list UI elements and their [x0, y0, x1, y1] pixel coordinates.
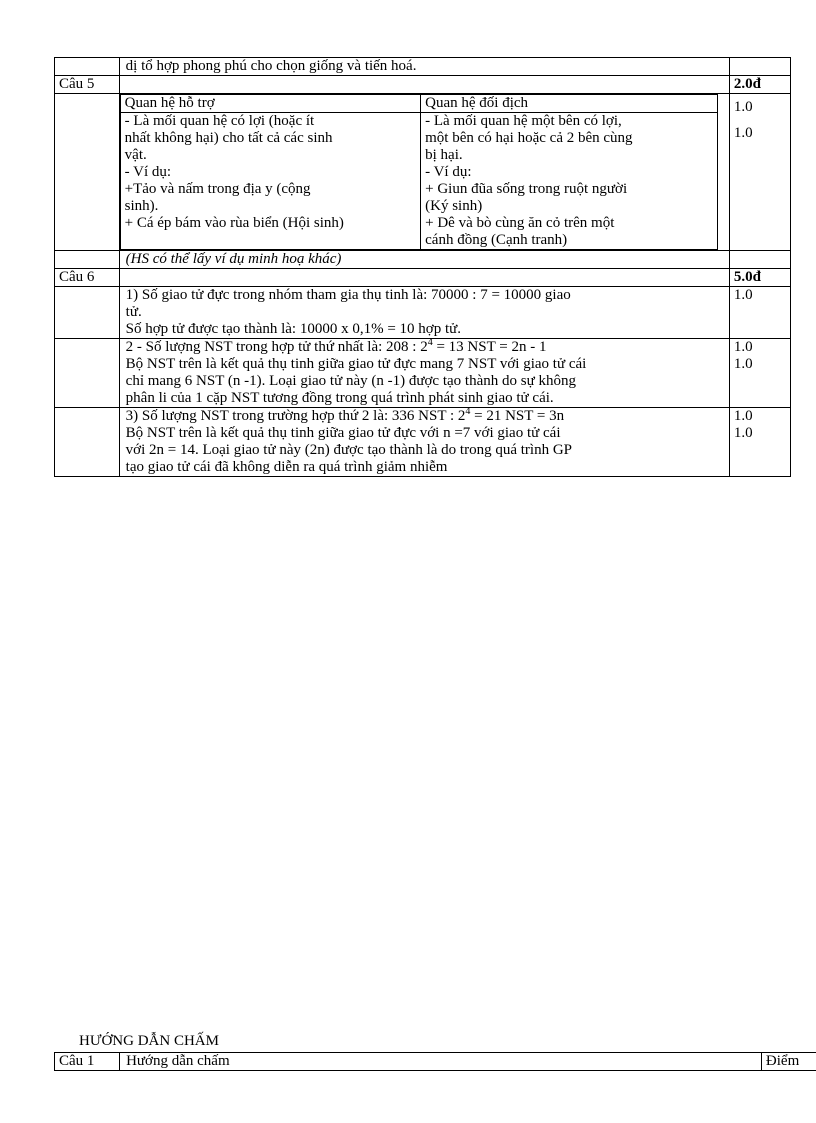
part2-line: phân li của 1 cặp NST tương đồng trong quá trình phát sinh giao tử cái. — [125, 390, 554, 406]
antagonism-line: + Dê và bò cùng ăn cỏ trên một — [425, 215, 615, 231]
part3-line: với 2n = 14. Loại giao tử này (2n) được tạo thành là do trong quá trình GP — [125, 442, 572, 458]
part2-first-line: 2 - Số lượng NST trong hợp tử thứ nhất là: 208 : $2^4 = 13$ NST = 2n - 1 — [125, 337, 547, 355]
antagonism-line: (Ký sinh) — [425, 198, 483, 214]
table-row — [55, 251, 791, 269]
part1-cell — [119, 287, 729, 339]
relation-table — [120, 94, 718, 250]
antagonism-cell — [421, 113, 718, 250]
answer-table — [54, 57, 791, 477]
table-row — [55, 76, 791, 94]
header-guide: Hướng dẫn chấm — [120, 1053, 762, 1071]
score-value: 1.0 — [733, 339, 753, 355]
support-line: vật. — [124, 147, 147, 163]
header-question: Câu 1 — [55, 1053, 120, 1071]
part1-line: Số hợp tử được tạo thành là: 10000 x 0,1% = 10 hợp tử. — [125, 321, 462, 337]
support-line: - Ví dụ: — [124, 164, 172, 180]
part1-line: 1) Số giao tử đực trong nhóm tham gia thụ tinh là: 70000 : 7 = 10000 giao — [125, 287, 571, 303]
score-value: 1.0 — [733, 356, 753, 372]
antagonism-line: cánh đồng (Cạnh tranh) — [425, 232, 568, 248]
score-value: 1.0 — [733, 125, 753, 141]
support-line: sinh). — [124, 198, 159, 214]
header-support: Quan hệ hỗ trợ — [120, 95, 420, 113]
question-label: Câu 5 — [55, 76, 120, 94]
question-points: 5.0đ — [729, 269, 790, 287]
part3-first-line: 3) Số lượng NST trong trường hợp thứ 2 là: 336 NST : $2^4 = 21$ NST = 3n — [125, 406, 565, 424]
score-cell — [729, 339, 790, 408]
score-value: 1.0 — [733, 408, 753, 424]
score-value: 1.0 — [733, 99, 753, 115]
table-row — [55, 94, 791, 251]
part2-line: Bộ NST trên là kết quả thụ tinh giữa giao tử đực mang 7 NST với giao tử cái — [125, 356, 587, 372]
antagonism-line: - Là mối quan hệ một bên có lợi, — [425, 113, 622, 129]
part3-line: Bộ NST trên là kết quả thụ tinh giữa giao tử đực với n =7 với giao tử cái — [125, 425, 561, 441]
table-row — [55, 58, 791, 76]
header-antagonism: Quan hệ đối địch — [421, 95, 718, 113]
score-value: 1.0 — [733, 425, 753, 441]
question-points: 2.0đ — [729, 76, 790, 94]
table-row — [55, 339, 791, 408]
support-line: - Là mối quan hệ có lợi (hoặc ít — [124, 113, 315, 129]
grading-header-table — [54, 1052, 816, 1071]
part2-cell — [119, 339, 729, 408]
support-line: nhất không hại) cho tất cả các sinh — [124, 130, 333, 146]
score-cell — [729, 408, 790, 477]
question-label: Câu 6 — [55, 269, 120, 287]
antagonism-line: + Giun đũa sống trong ruột người — [425, 181, 628, 197]
table-row — [55, 1053, 816, 1071]
section-title: HƯỚNG DẪN CHẤM — [79, 1033, 219, 1049]
score-cell — [729, 94, 790, 251]
antagonism-line: - Ví dụ: — [425, 164, 472, 180]
note-text: (HS có thể lấy ví dụ minh hoạ khác) — [119, 251, 729, 269]
part3-line: tạo giao tử cái đã không diễn ra quá trình giảm nhiễm — [125, 459, 448, 475]
table-row — [55, 408, 791, 477]
continuation-text: dị tổ hợp phong phú cho chọn giống và tiến hoá. — [119, 58, 729, 76]
support-line: +Tảo và nấm trong địa y (cộng — [124, 181, 311, 197]
support-line: + Cá ép bám vào rùa biển (Hội sinh) — [124, 215, 344, 231]
antagonism-line: một bên có hại hoặc cả 2 bên cùng — [425, 130, 633, 146]
score-value: 1.0 — [729, 287, 790, 339]
part2-line: chỉ mang 6 NST (n -1). Loại giao tử này (n -1) được tạo thành do sự không — [125, 373, 576, 389]
support-cell — [120, 113, 420, 250]
header-score: Điểm — [761, 1053, 816, 1071]
table-row — [55, 287, 791, 339]
part1-line: tử. — [125, 304, 142, 320]
antagonism-line: bị hại. — [425, 147, 463, 163]
part3-cell — [119, 408, 729, 477]
table-row — [55, 269, 791, 287]
